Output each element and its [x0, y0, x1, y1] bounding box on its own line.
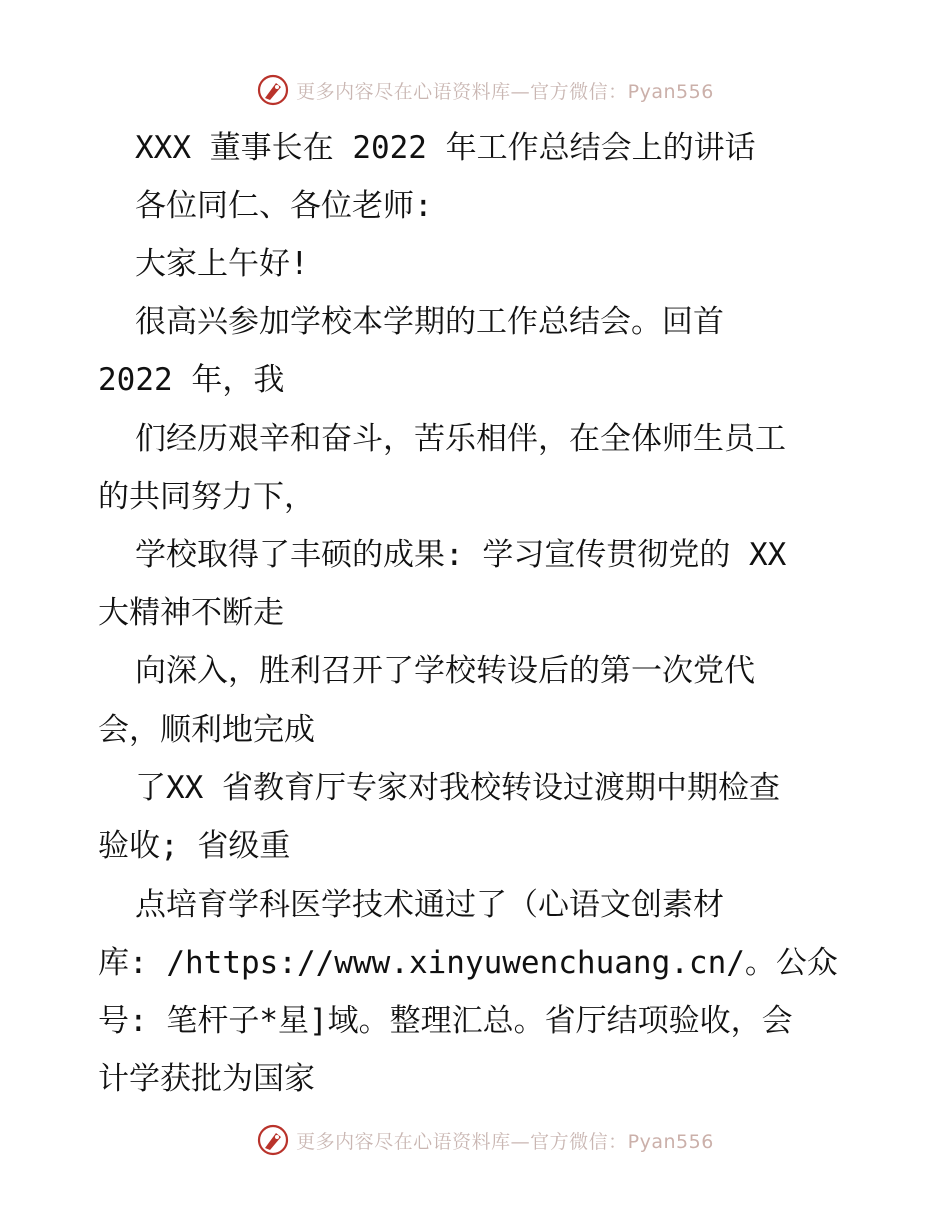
greeting-line: 各位同仁、各位老师:: [135, 188, 433, 224]
watermark-footer: [0, 1120, 950, 1160]
pen-nib-seal-icon: [256, 73, 290, 107]
pen-nib-seal-icon: [256, 1123, 290, 1157]
watermark-header: [0, 70, 950, 110]
paragraph-line: 计学获批为国家: [98, 1061, 315, 1097]
greeting-line: 大家上午好!: [135, 246, 309, 282]
paragraph-line: 大精神不断走: [98, 595, 284, 631]
watermark-text: 更多内容尽在心语资料库—官方微信：Pyan556: [296, 1130, 714, 1153]
paragraph-line: 向深入，胜利召开了学校转设后的第一次党代: [135, 653, 755, 689]
document-title: XXX 董事长在 2022 年工作总结会上的讲话: [135, 130, 756, 166]
paragraph-line: 库: /https://www.xinyuwenchuang.cn/。公众: [98, 945, 838, 981]
watermark-wechat-id: Pyan556: [627, 80, 714, 103]
paragraph-line: 了XX 省教育厅专家对我校转设过渡期中期检查: [135, 770, 780, 806]
paragraph-line: 很高兴参加学校本学期的工作总结会。回首: [135, 304, 724, 340]
watermark-text: 更多内容尽在心语资料库—官方微信：Pyan556: [296, 80, 714, 103]
paragraph-line: 学校取得了丰硕的成果: 学习宣传贯彻党的 XX: [135, 537, 787, 573]
paragraph-line: 号: 笔杆子*星]域。整理汇总。省厅结项验收，会: [98, 1003, 793, 1039]
paragraph-line: 2022 年，我: [98, 362, 285, 398]
paragraph-line: 的共同努力下，: [98, 479, 315, 515]
watermark-wechat-id: Pyan556: [627, 1130, 714, 1153]
paragraph-line: 验收; 省级重: [98, 828, 291, 864]
paragraph-line: 点培育学科医学技术通过了（心语文创素材: [135, 887, 724, 923]
paragraph-line: 们经历艰辛和奋斗，苦乐相伴，在全体师生员工: [135, 421, 786, 457]
paragraph-line: 会，顺利地完成: [98, 712, 315, 748]
